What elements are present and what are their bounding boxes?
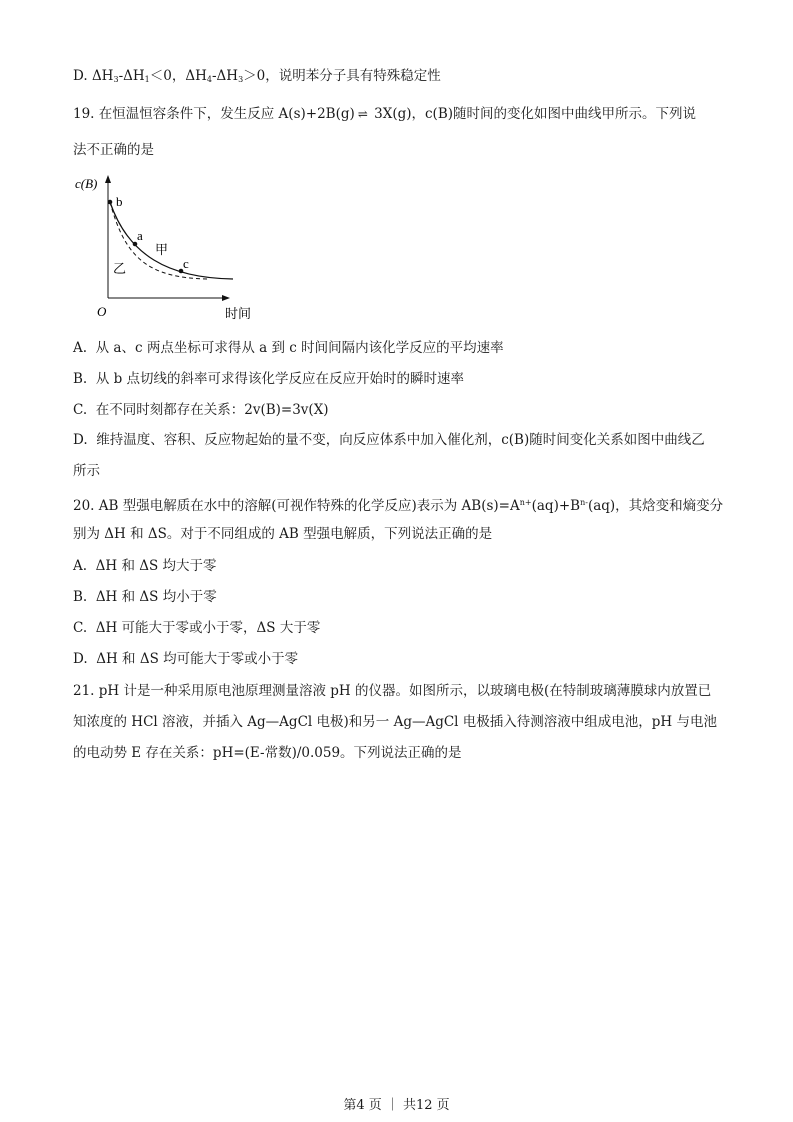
q19-option-d: [73, 430, 705, 450]
curve-jia-label: 甲: [155, 243, 169, 258]
q19-stem-line2: 法不正确的是: [73, 142, 154, 158]
q19-option-b: [73, 369, 464, 389]
q19-option-a: [73, 338, 504, 358]
option-letter: D.: [73, 651, 88, 667]
point-c-label: c: [183, 256, 189, 271]
q20-stem-part2: (aq)+B: [531, 498, 581, 514]
q18-option-d: [73, 66, 441, 90]
option-letter: B.: [73, 589, 88, 605]
delta-h4: ΔH: [185, 68, 207, 84]
page-footer: 第4 页 ｜ 共12 页: [343, 1098, 450, 1113]
option-text: ΔH 和 ΔS 均大于零: [95, 558, 217, 574]
equilibrium-arrow-icon: ⇌: [357, 107, 367, 121]
q19-option-c: [73, 400, 329, 420]
option-letter: A.: [73, 558, 88, 574]
x-axis-label: 时间: [225, 307, 252, 322]
option-text: ΔH 和 ΔS 均小于零: [95, 589, 217, 605]
option-letter: A.: [73, 340, 88, 356]
subscript: 3: [238, 75, 244, 84]
y-axis-arrow-icon: [105, 175, 111, 183]
q21-stem-line2: 知浓度的 HCl 溶液，并插入 Ag—AgCl 电极)和另一 Ag—AgCl 电极插入待测溶液中组成电池，pH 与电池: [73, 714, 717, 730]
minus-sign: -: [211, 68, 217, 84]
option-text: ΔH 可能大于零或小于零，ΔS 大于零: [95, 620, 321, 636]
q19-figure: [73, 170, 273, 330]
option-text: 从 b 点切线的斜率可求得该化学反应在反应开始时的瞬时速率: [95, 371, 465, 387]
q20-stem-line1: [73, 493, 723, 516]
q20-stem-part1: 20. AB 型强电解质在水中的溶解(可视作特殊的化学反应)表示为 AB(s)=A: [73, 498, 520, 514]
option-letter: D.: [73, 432, 88, 448]
comparison-gt-text: ＞0，说明苯分子具有特殊稳定性: [243, 68, 441, 84]
q21-stem-line1: 21. pH 计是一种采用原电池原理测量溶液 pH 的仪器。如图所示，以玻璃电极(在特制玻璃薄膜球内放置已: [73, 683, 712, 699]
superscript: n-: [580, 498, 588, 507]
y-axis-label: c(B): [75, 176, 98, 191]
option-letter: C.: [73, 620, 88, 636]
option-text: 在不同时刻都存在关系：2v(B)=3v(X): [95, 402, 329, 418]
curve-yi-label: 乙: [113, 262, 127, 277]
option-letter: B.: [73, 371, 88, 387]
q20-option-b: [73, 587, 217, 607]
point-b-label: b: [116, 194, 123, 209]
q21-stem-line3: 的电动势 E 存在关系：pH=(E-常数)/0.059。下列说法正确的是: [73, 745, 462, 761]
subscript: 1: [144, 75, 150, 84]
delta-h1: ΔH: [123, 68, 145, 84]
q19-stem-line1: [73, 104, 696, 124]
curve-jia: [110, 202, 233, 279]
point-a-label: a: [137, 228, 143, 243]
option-text: 维持温度、容积、反应物起始的量不变，向反应体系中加入催化剂，c(B)随时间变化关系如图中曲线乙: [96, 432, 705, 448]
q20-stem-line2: 别为 ΔH 和 ΔS。对于不同组成的 AB 型强电解质，下列说法正确的是: [73, 526, 493, 542]
q20-option-c: [73, 618, 320, 638]
q20-option-a: [73, 556, 217, 576]
option-letter: D.: [73, 68, 88, 84]
q19-stem-part2: 3X(g)，c(B)随时间的变化如图中曲线甲所示。下列说: [369, 106, 697, 122]
q19-option-d-line2: 所示: [73, 463, 100, 479]
subscript: 4: [206, 75, 212, 84]
q20-stem-part3: (aq)，其焓变和熵变分: [587, 498, 724, 514]
q20-option-d: [73, 649, 298, 669]
comparison-lt: ＜0，: [149, 68, 186, 84]
option-text: ΔH 和 ΔS 均可能大于零或小于零: [96, 651, 299, 667]
origin-label: O: [97, 304, 107, 319]
superscript: n+: [519, 498, 532, 507]
option-text: 从 a、c 两点坐标可求得从 a 到 c 时间间隔内该化学反应的平均速率: [95, 340, 504, 356]
minus-sign: -: [118, 68, 124, 84]
point-b: [108, 200, 113, 205]
option-letter: C.: [73, 402, 88, 418]
delta-h3: ΔH: [91, 68, 114, 84]
delta-h3: ΔH: [216, 68, 239, 84]
subscript: 3: [113, 75, 119, 84]
q19-stem-part1: 19. 在恒温恒容条件下，发生反应 A(s)+2B(g): [73, 106, 355, 122]
x-axis-arrow-icon: [222, 295, 230, 301]
